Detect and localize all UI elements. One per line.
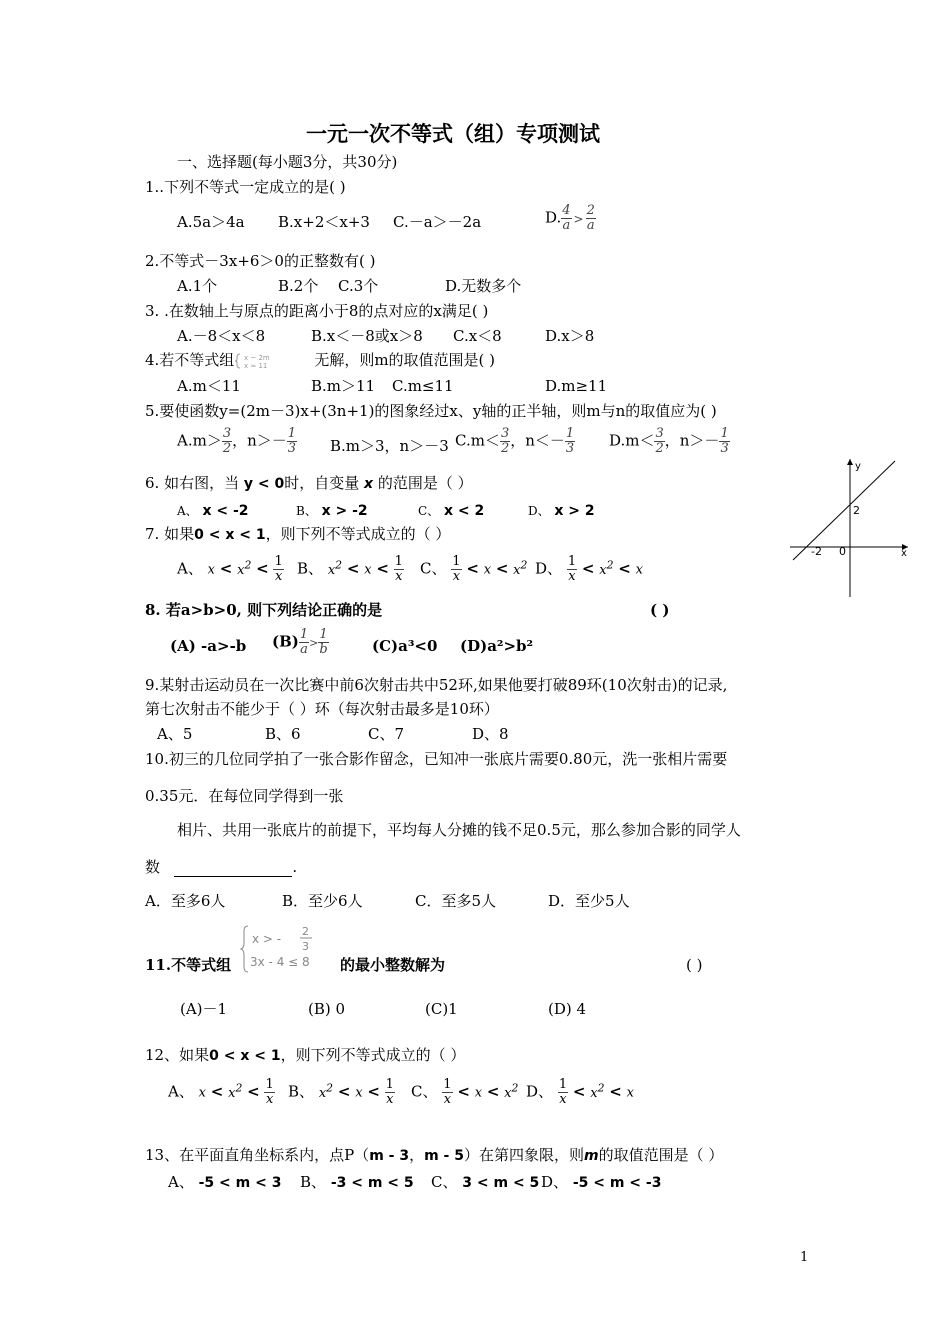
- q12-option-c: C、 $\frac{1}{x}$ < $x < x^2$: [411, 1077, 519, 1107]
- q10-option-d: D．至少5人: [548, 892, 630, 910]
- q10-option-a: A．至多6人: [145, 892, 226, 910]
- q3-stem: 3. .在数轴上与原点的距离小于8的点对应的x满足( ): [145, 302, 489, 320]
- q5-stem: 5.要使函数y=(2m－3)x+(3n+1)的图象经过x、y轴的正半轴，则m与n的取值应为( ): [145, 402, 717, 420]
- q4-stem: 4.若不等式组 x ~ 2m x ≈ 11 无解，则m的取值范围是( ): [145, 351, 496, 369]
- q1-option-b: B.x+2＜x+3: [278, 213, 370, 231]
- q11-option-d: (D) 4: [548, 1000, 587, 1018]
- q10-option-c: C．至多5人: [415, 892, 497, 910]
- graph-x-tick: -2: [811, 545, 822, 558]
- q13-stem: 13、在平面直角坐标系内，点P（m - 3，m - 5）在第四象限，则m的取值范围是（ ）: [145, 1146, 724, 1164]
- q8-option-d: (D)a²>b²: [460, 637, 534, 655]
- q10-line4: 数 .: [145, 858, 298, 876]
- q12-option-d: D、 $\frac{1}{x}$ < $x^2 < x$: [526, 1077, 634, 1107]
- q2-option-a: A.1个: [177, 277, 218, 295]
- q9-option-b: B、6: [265, 725, 301, 743]
- q13-option-b: B、 -3 < m < 5: [300, 1173, 414, 1191]
- q4-option-a: A.m＜11: [177, 377, 241, 395]
- q2-stem: 2.不等式－3x+6＞0的正整数有( ): [145, 252, 376, 270]
- section-heading: 一、选择题(每小题3分，共30分): [177, 153, 398, 171]
- q10-line2: 0.35元．在每位同学得到一张: [145, 787, 344, 805]
- q1-stem: 1..下列不等式一定成立的是( ): [145, 178, 346, 196]
- q3-option-a: A.－8＜x＜8: [177, 327, 266, 345]
- q7-option-c: C、 $\frac{1}{x}$ < $x < x^2$: [420, 554, 528, 584]
- page-number: 1: [800, 1250, 809, 1265]
- q13-option-a: A、 -5 < m < 3: [168, 1173, 282, 1191]
- q9-line2: 第七次射击不能少于（ ）环（每次射击最多是10环）: [145, 700, 499, 718]
- svg-text:x > -: x > -: [252, 932, 282, 946]
- q7-stem: 7. 如果0 < x < 1，则下列不等式成立的（ ）: [145, 525, 451, 543]
- svg-text:x ≈ 11: x ≈ 11: [244, 362, 268, 369]
- q6-option-d: D、 x > 2: [528, 503, 595, 519]
- q8-option-a: (A) -a>-b: [170, 637, 247, 655]
- q11-option-a: (A)－1: [180, 1000, 228, 1018]
- q9-option-c: C、7: [368, 725, 405, 743]
- q3-option-b: B.x＜－8或x＞8: [311, 327, 423, 345]
- q9-line1: 9.某射击运动员在一次比赛中前6次射击共中52环,如果他要打破89环(10次射击)的记录,: [145, 676, 728, 694]
- q10-line3: 相片、共用一张底片的前提下，平均每人分摊的钱不足0.5元，那么参加合影的同学人: [177, 821, 741, 839]
- q8-option-c: (C)a³<0: [372, 637, 438, 655]
- q4-system-image: [234, 354, 314, 368]
- q2-option-c: C.3个: [338, 277, 379, 295]
- graph-y-label: y: [855, 461, 861, 472]
- q11-option-b: (B) 0: [308, 1000, 346, 1018]
- q11-paren: ( ): [686, 956, 703, 974]
- q1-option-a: A.5a＞4a: [177, 213, 245, 231]
- svg-text:2: 2: [302, 925, 309, 938]
- q12-option-b: B、 $x^2 < x$ < $\frac{1}{x}$: [288, 1077, 394, 1107]
- q3-option-c: C.x＜8: [453, 327, 502, 345]
- svg-text:3: 3: [302, 940, 309, 953]
- q6-option-c: C、 x < 2: [418, 503, 485, 519]
- q9-option-a: A、5: [157, 725, 193, 743]
- q12-stem: 12、如果0 < x < 1，则下列不等式成立的（ ）: [145, 1046, 466, 1064]
- q5-option-d: D.m＜ $\frac{3}{2}$ ，n＞－ $\frac{1}{3}$: [609, 426, 729, 456]
- svg-text:3x - 4 ≤ 8: 3x - 4 ≤ 8: [250, 955, 310, 969]
- q1-option-c: C.－a＞－2a: [393, 213, 482, 231]
- graph-x-label: x: [901, 548, 907, 559]
- q5-option-c: C.m＜ $\frac{3}{2}$ ，n＜－ $\frac{1}{3}$: [455, 426, 575, 456]
- q5-option-a: A.m＞ $\frac{3}{2}$ ，n＞－ $\frac{1}{3}$: [177, 426, 297, 456]
- q2-option-b: B.2个: [278, 277, 319, 295]
- q7-option-b: B、 $x^2 < x$ < $\frac{1}{x}$: [297, 554, 403, 584]
- page-title: 一元一次不等式（组）专项测试: [306, 121, 600, 146]
- q11-inequality-system: [240, 922, 340, 978]
- q3-option-d: D.x＞8: [545, 327, 595, 345]
- graph-origin-label: 0: [839, 545, 846, 558]
- q11-option-c: (C)1: [425, 1000, 458, 1018]
- q9-option-d: D、8: [472, 725, 509, 743]
- q2-option-d: D.无数多个: [445, 277, 522, 295]
- line-graph: [785, 455, 915, 600]
- q12-option-a: A、 $x < x^2$ < $\frac{1}{x}$: [168, 1077, 274, 1107]
- answer-blank: [174, 862, 292, 877]
- q6-option-b: B、 x > -2: [296, 503, 368, 519]
- q1-option-d: D. $\frac{4}{a}$ > $\frac{2}{a}$: [545, 203, 595, 233]
- svg-text:x ~ 2m: x ~ 2m: [244, 354, 271, 362]
- q10-line1: 10.初三的几位同学拍了一张合影作留念，已知冲一张底片需要0.80元，洗一张相片需要: [145, 750, 728, 768]
- q13-option-c: C、 3 < m < 5: [431, 1173, 540, 1191]
- q4-option-b: B.m＞11: [311, 377, 376, 395]
- q8-paren: ( ): [650, 601, 670, 619]
- q13-option-d: D、 -5 < m < -3: [541, 1173, 662, 1191]
- q4-option-c: C.m≤11: [392, 377, 454, 395]
- graph-y-tick: 2: [853, 504, 860, 517]
- q5-option-b: B.m＞3，n＞－3: [330, 437, 449, 455]
- q6-option-a: A、 x < -2: [177, 503, 249, 519]
- q10-option-b: B．至少6人: [282, 892, 363, 910]
- q11-stem-post: 的最小整数解为: [340, 956, 446, 974]
- q11-stem-pre: 11.不等式组: [145, 956, 232, 974]
- q7-option-d: D、 $\frac{1}{x}$ < $x^2 < x$: [535, 554, 643, 584]
- q4-option-d: D.m≥11: [545, 377, 608, 395]
- q7-option-a: A、 $x < x^2$ < $\frac{1}{x}$: [177, 554, 283, 584]
- q6-stem: 6. 如右图，当 y < 0时，自变量 x 的范围是（ ）: [145, 474, 473, 492]
- q8-stem: 8. 若a>b>0, 则下列结论正确的是: [145, 601, 383, 619]
- q8-option-b: (B) $\frac{1}{a}$ > $\frac{1}{b}$: [272, 627, 328, 657]
